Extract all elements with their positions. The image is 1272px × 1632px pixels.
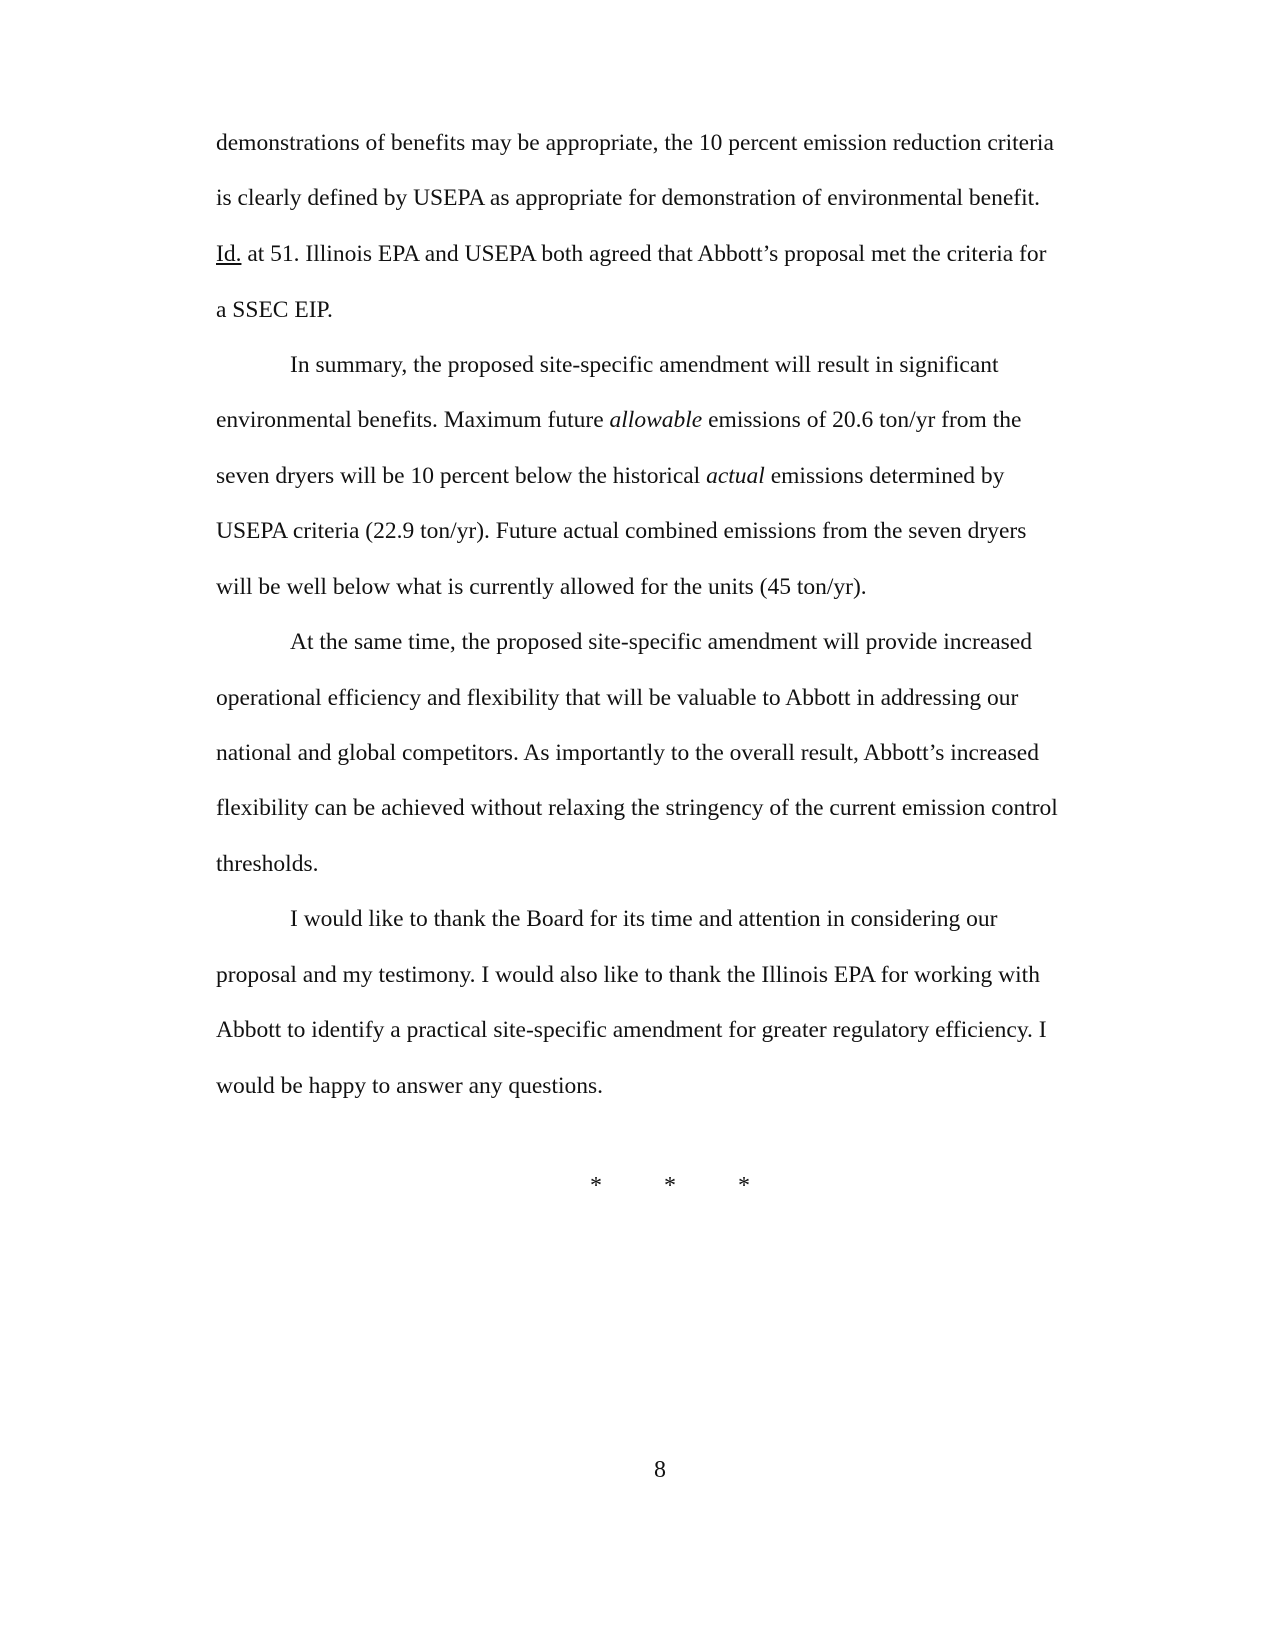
asterisk-3: * (738, 1173, 750, 1199)
paragraph-4-line-3: Abbott to identify a practical site-specific amendment for greater regulatory efficiency. I (216, 1017, 1047, 1043)
paragraph-2-line-4: USEPA criteria (22.9 ton/yr). Future actual combined emissions from the seven dryers (216, 518, 1027, 544)
paragraph-4-line-1: I would like to thank the Board for its time and attention in considering our (290, 906, 998, 932)
asterisk-2: * (664, 1173, 676, 1199)
paragraph-4-line-2: proposal and my testimony. I would also like to thank the Illinois EPA for working with (216, 962, 1040, 988)
asterisk-1: * (590, 1173, 602, 1199)
page-number: 8 (654, 1457, 666, 1483)
paragraph-1-line-3: Id. at 51. Illinois EPA and USEPA both agreed that Abbott’s proposal met the criteria for (216, 241, 1047, 267)
paragraph-3-line-3: national and global competitors. As importantly to the overall result, Abbott’s increased (216, 740, 1039, 766)
paragraph-1-line-2: is clearly defined by USEPA as appropriate for demonstration of environmental benefit. (216, 185, 1041, 211)
paragraph-2-line-1: In summary, the proposed site-specific amendment will result in significant (290, 352, 999, 378)
paragraph-2-line-5: will be well below what is currently allowed for the units (45 ton/yr). (216, 574, 867, 600)
paragraph-3-line-1: At the same time, the proposed site-specific amendment will provide increased (290, 629, 1032, 655)
paragraph-2-line-2: environmental benefits. Maximum future allowable emissions of 20.6 ton/yr from the (216, 407, 1022, 433)
paragraph-3-line-2: operational efficiency and flexibility that will be valuable to Abbott in addressing our (216, 685, 1019, 711)
paragraph-1-line-4: a SSEC EIP. (216, 297, 333, 323)
paragraph-4-line-4: would be happy to answer any questions. (216, 1073, 604, 1099)
italic-actual: actual (706, 463, 765, 489)
id-citation: Id. (216, 241, 242, 267)
paragraph-3-line-4: flexibility can be achieved without relaxing the stringency of the current emission control (216, 795, 1058, 821)
italic-allowable: allowable (609, 407, 703, 433)
section-break (590, 1172, 812, 1200)
paragraph-2-line-3: seven dryers will be 10 percent below the historical actual emissions determined by (216, 463, 1005, 489)
paragraph-3-line-5: thresholds. (216, 851, 319, 877)
paragraph-1-line-1: demonstrations of benefits may be appropriate, the 10 percent emission reduction criteria (216, 130, 1054, 156)
